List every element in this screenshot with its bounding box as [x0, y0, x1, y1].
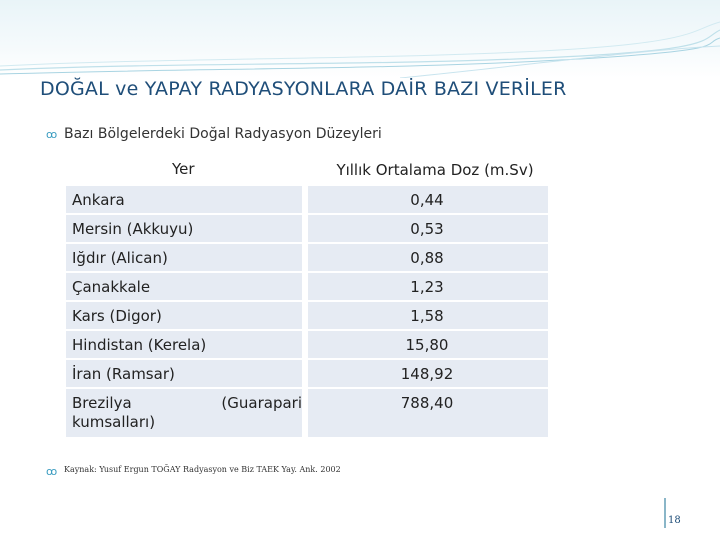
table-cell-dose: 148,92 [400, 365, 454, 383]
table-cell-place: Çanakkale [72, 278, 151, 296]
table-header-row [66, 156, 548, 186]
table-row [66, 302, 548, 331]
table-cell-dose: 0,88 [410, 249, 444, 267]
table-cell-place-line2: kumsalları) [72, 413, 156, 431]
bullet-swirl-icon: ꝏ [46, 465, 58, 478]
column-header-place: Yer [172, 160, 195, 178]
table-cell-dose: 0,53 [410, 220, 444, 238]
table-cell-place: İran (Ramsar) [72, 365, 175, 383]
source-citation: Kaynak: Yusuf Ergun TOĞAY Radyasyon ve Biz TAEK Yay. Ank. 2002 [64, 465, 341, 474]
table-row [66, 273, 548, 302]
table-cell-dose: 1,58 [410, 307, 444, 325]
page-divider-line [664, 498, 666, 528]
wave-lines-graphic [0, 0, 720, 78]
radiation-table [66, 156, 548, 439]
table-cell-place: Mersin (Akkuyu) [72, 220, 194, 238]
table-cell-place: Ankara [72, 191, 125, 209]
table-cell-place [72, 394, 302, 432]
table-row [66, 360, 548, 389]
table-cell-dose: 788,40 [400, 394, 454, 412]
header-decoration [0, 0, 720, 78]
table-cell-place: Iğdır (Alican) [72, 249, 168, 267]
column-header-dose: Yıllık Ortalama Doz (m.Sv) [314, 161, 556, 179]
table-cell-dose: 15,80 [405, 336, 449, 354]
table-cell-place-line1: Brezilya (Guarapari [72, 394, 302, 412]
page-number: 18 [668, 515, 681, 526]
table-row [66, 389, 548, 439]
slide-subtitle: Bazı Bölgelerdeki Doğal Radyasyon Düzeyleri [64, 126, 382, 142]
table-cell-place: Hindistan (Kerela) [72, 336, 207, 354]
slide-title: DOĞAL ve YAPAY RADYASYONLARA DAİR BAZI VERİLER [40, 78, 567, 100]
table-row [66, 186, 548, 215]
table-cell-dose: 0,44 [410, 191, 444, 209]
table-row [66, 244, 548, 273]
table-row [66, 215, 548, 244]
bullet-swirl-icon: ꝏ [46, 128, 58, 141]
table-cell-dose: 1,23 [410, 278, 444, 296]
table-cell-place: Kars (Digor) [72, 307, 162, 325]
table-row [66, 331, 548, 360]
